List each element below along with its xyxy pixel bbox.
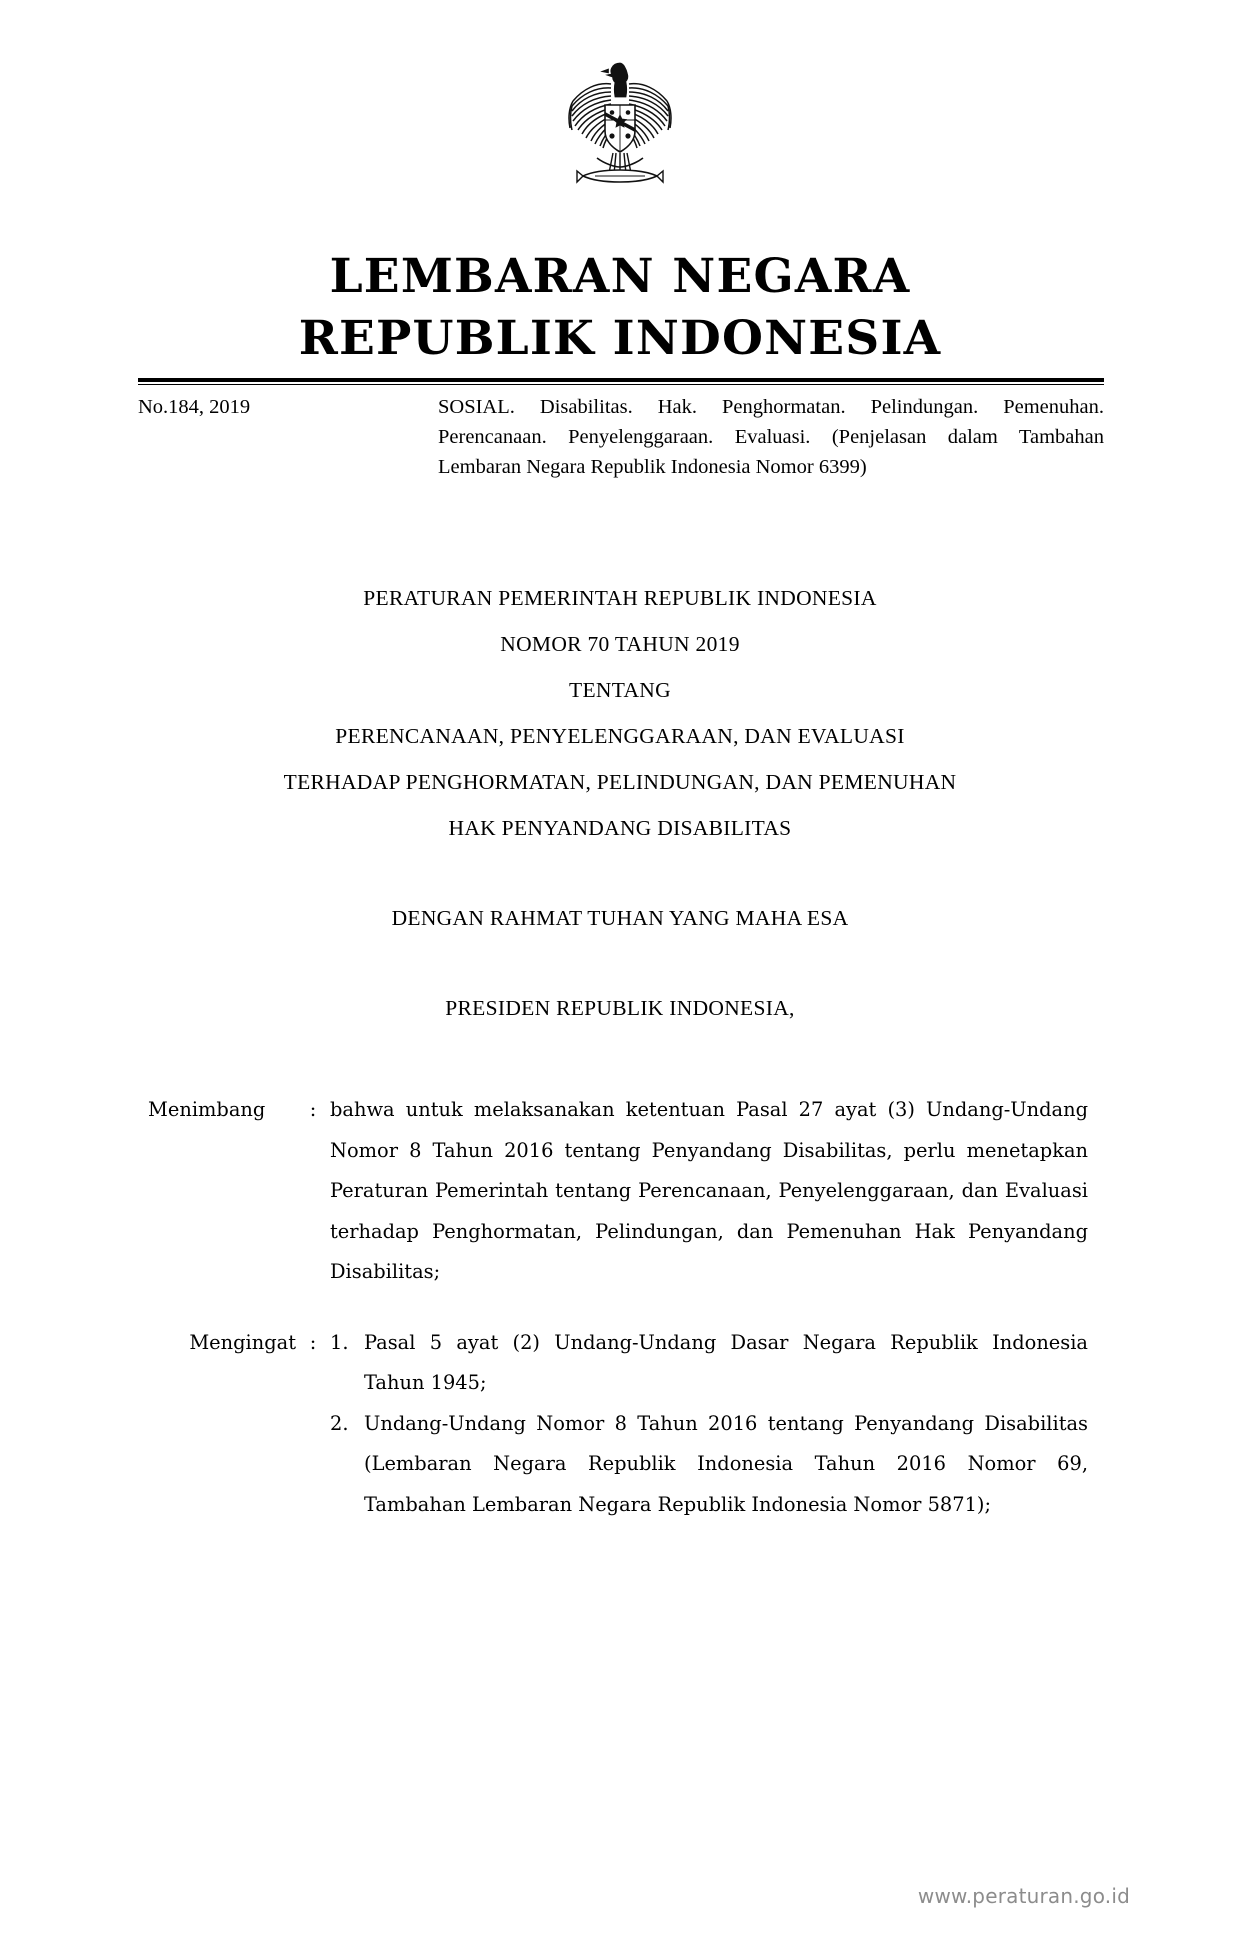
- title-blessing: DENGAN RAHMAT TUHAN YANG MAHA ESA: [391, 906, 849, 930]
- gazette-number: No.184, 2019: [138, 396, 251, 418]
- title-spacer-1: [120, 851, 1120, 895]
- clause-mengingat-body: [330, 1323, 1088, 1526]
- list-item-text: Pasal 5 ayat (2) Undang-Undang Dasar Negara Republik Indonesia Tahun 1945;: [364, 1330, 1088, 1394]
- header-divider-thick: [138, 378, 1104, 382]
- title-subject-line-2: TERHADAP PENGHORMATAN, PELINDUNGAN, DAN PEMENUHAN: [283, 770, 957, 794]
- emblem-container: [0, 58, 1240, 201]
- garuda-pancasila-emblem: [545, 58, 695, 196]
- title-number: NOMOR 70 TAHUN 2019: [500, 632, 740, 656]
- clauses-section: [148, 1090, 1088, 1555]
- list-item-text: Undang-Undang Nomor 8 Tahun 2016 tentang Penyandang Disabilitas (Lembaran Negara Republik Indonesia Tahun 2016 Nomor 69, Tambahan Lembaran Negara Republik Indonesia Nomor 5871);: [364, 1411, 1088, 1516]
- header-divider-thin: [138, 384, 1104, 385]
- regulation-title-block: [120, 575, 1120, 1031]
- clause-menimbang: [148, 1090, 1088, 1293]
- title-subject-line-1: PERENCANAAN, PENYELENGGARAAN, DAN EVALUASI: [335, 724, 905, 748]
- title-authority: PERATURAN PEMERINTAH REPUBLIK INDONESIA: [363, 586, 877, 610]
- clause-mengingat: [148, 1323, 1088, 1526]
- masthead: [0, 246, 1240, 370]
- gazette-metadata: [138, 392, 1104, 482]
- list-item: [330, 1404, 1088, 1526]
- clause-mengingat-label: Mengingat: [189, 1330, 296, 1354]
- clause-menimbang-label: Menimbang: [148, 1098, 266, 1121]
- title-tentang: TENTANG: [569, 678, 671, 702]
- footer-watermark: www.peraturan.go.id: [917, 1884, 1130, 1908]
- clause-mengingat-colon: :: [309, 1330, 317, 1354]
- title-subject-line-3: HAK PENYANDANG DISABILITAS: [448, 816, 792, 840]
- list-item: [330, 1323, 1088, 1404]
- clause-menimbang-text: bahwa untuk melaksanakan ketentuan Pasal 27 ayat (3) Undang-Undang Nomor 8 Tahun 2016 tentang Penyandang Disabilitas, perlu menetapkan Peraturan Pemerintah tentang Perencanaan, Penyelenggaraan, dan Evaluasi terhadap Penghormatan, Pelindungan, dan Pemenuhan Hak Penyandang Disabilitas;: [330, 1098, 1088, 1283]
- clause-menimbang-colon: :: [309, 1098, 317, 1121]
- title-spacer-2: [120, 941, 1120, 985]
- list-item-number: 2.: [330, 1411, 349, 1435]
- gazette-subject-keywords: SOSIAL. Disabilitas. Hak. Penghormatan. Pelindungan. Pemenuhan. Perencanaan. Penyelenggaraan. Evaluasi. (Penjelasan dalam Tambahan Lembaran Negara Republik Indonesia Nomor 6399): [438, 396, 1104, 478]
- clause-menimbang-body: [330, 1090, 1088, 1293]
- mengingat-list: [330, 1323, 1088, 1526]
- list-item-number: 1.: [330, 1330, 349, 1354]
- masthead-line-2: REPUBLIK INDONESIA: [298, 311, 942, 366]
- masthead-line-1: LEMBARAN NEGARA: [329, 249, 911, 304]
- title-president: PRESIDEN REPUBLIK INDONESIA,: [445, 996, 795, 1020]
